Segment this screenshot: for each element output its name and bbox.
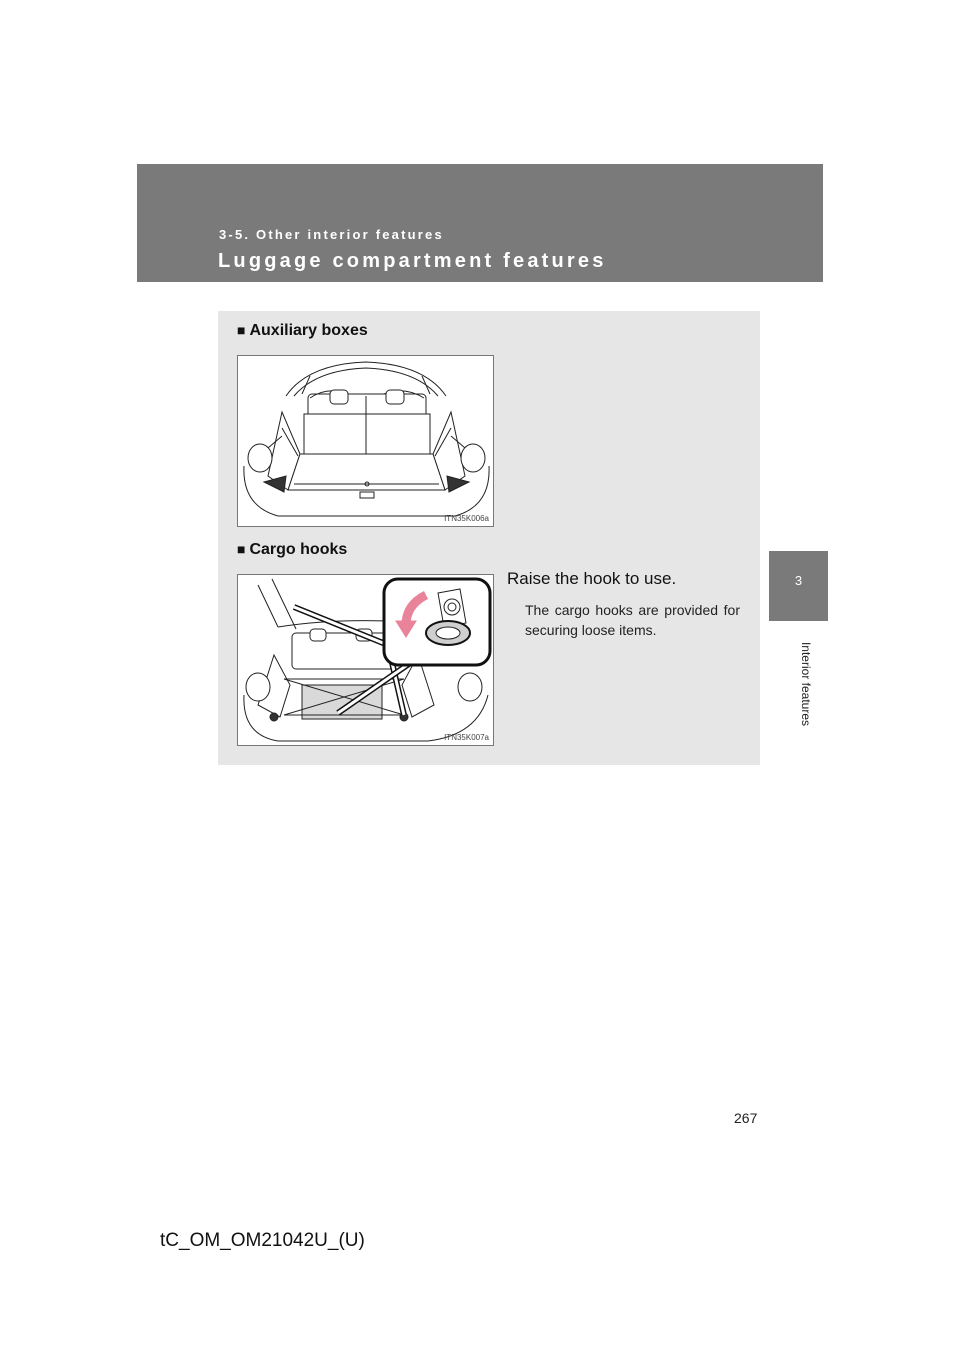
page-title: Luggage compartment features <box>218 250 607 272</box>
section-header <box>137 164 823 282</box>
note-text: The cargo hooks are provided for securing loose items. <box>525 602 740 638</box>
cargo-hooks-heading: ■ Cargo hooks <box>237 541 348 558</box>
chapter-label: Interior features <box>799 641 813 727</box>
instruction-text: Raise the hook to use. <box>507 569 677 588</box>
cargo-hooks-figure <box>237 574 494 746</box>
document-code: tC_OM_OM21042U_(U) <box>160 1230 365 1251</box>
figure-code: ITN35K006a <box>444 514 489 523</box>
square-bullet-icon: ■ <box>237 322 246 338</box>
chapter-number: 3 <box>794 573 803 588</box>
trunk-illustration <box>238 356 494 527</box>
section-number: 3-5. Other interior features <box>219 227 444 242</box>
figure-code: ITN35K007a <box>444 733 489 742</box>
auxiliary-boxes-heading: ■ Auxiliary boxes <box>237 322 368 339</box>
page-number: 267 <box>734 1110 758 1126</box>
chapter-tab <box>769 551 828 621</box>
cargo-hook-illustration <box>238 575 494 746</box>
square-bullet-icon: ■ <box>237 541 246 557</box>
auxiliary-boxes-figure <box>237 355 494 527</box>
